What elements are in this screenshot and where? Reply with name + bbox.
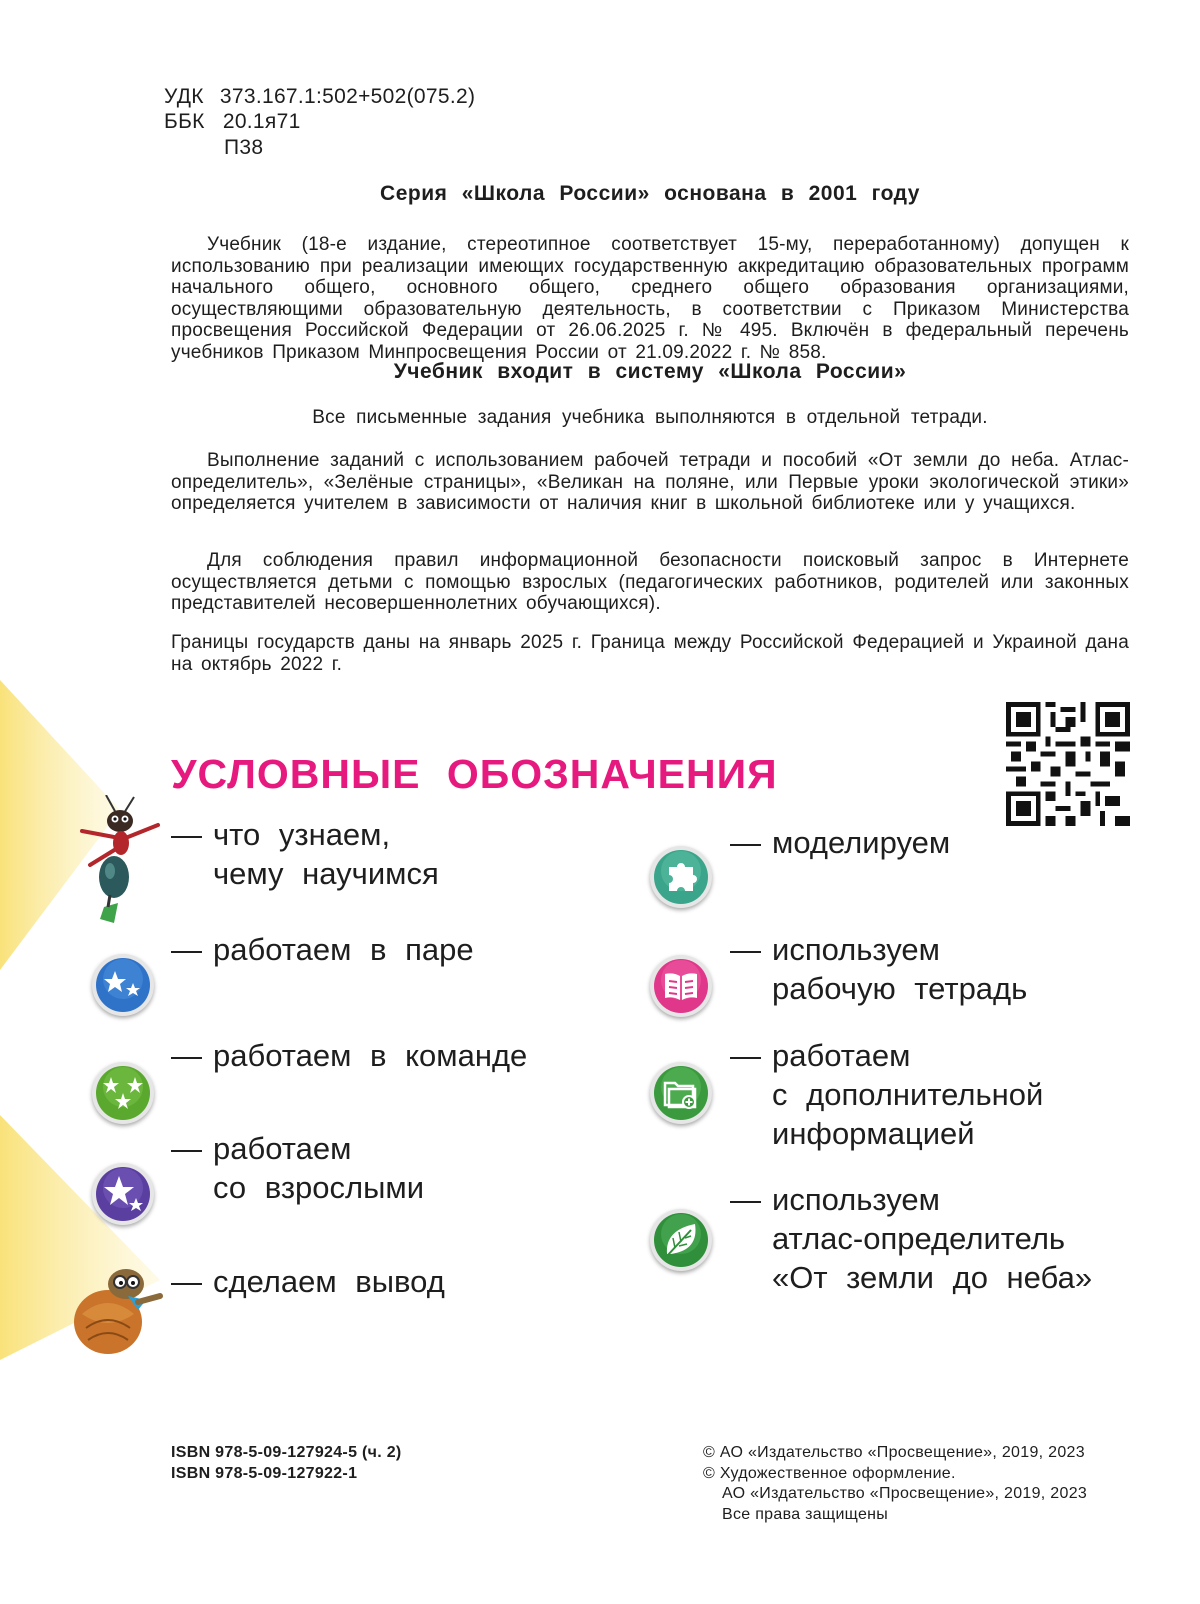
team-stars-icon: [92, 1062, 154, 1124]
borders-text: Границы государств даны на январь 2025 г. Граница между Российской Федерацией и Украиной дана на октябрь 2022 г.: [171, 632, 1129, 675]
udk-line: [164, 84, 475, 110]
legend-item-atlas: [730, 1180, 1092, 1297]
legend-dash: —: [171, 1038, 202, 1073]
legend-additional-line2: с дополнительной: [772, 1077, 1044, 1112]
tasks-paragraph: [171, 450, 1129, 515]
legend-atlas-line3: «От земли до неба»: [772, 1260, 1093, 1295]
legend-dash: —: [171, 817, 202, 852]
udk-label: УДК: [164, 85, 204, 108]
adult-star-icon: [92, 1163, 154, 1225]
legend-dash: —: [730, 825, 761, 860]
puzzle-icon: [650, 846, 712, 908]
copyright-line-3: АО «Издательство «Просвещение», 2019, 2023: [722, 1485, 1088, 1502]
legend-atlas-line2: атлас-определитель: [772, 1221, 1066, 1256]
legend-item-pair: [171, 930, 474, 969]
legend-item-workbook: [730, 930, 1027, 1008]
copyright-line-4: Все права защищены: [722, 1505, 889, 1523]
turtle-icon: [68, 1262, 168, 1360]
internet-text: Для соблюдения правил информационной безопасности поисковый запрос в Интернете осуществляется детьми с помощью взрослых (педагогических работников, родителей или законных представителей несовершеннолетних обучающихся).: [171, 550, 1129, 614]
copyright-line-2: © Художественное оформление.: [703, 1464, 956, 1482]
copyright-line-1: © АО «Издательство «Просвещение», 2019, 2023: [703, 1444, 1085, 1461]
legend-item-conclusion: [171, 1262, 445, 1301]
legend-dash: —: [730, 1182, 761, 1217]
legend-dash: —: [730, 932, 761, 967]
leaf-icon: [650, 1209, 712, 1271]
legend-adult-line1: работаем: [213, 1131, 352, 1166]
internet-paragraph: [171, 550, 1129, 615]
folder-plus-icon: [650, 1062, 712, 1124]
isbn-line-1: ISBN 978-5-09-127924-5 (ч. 2): [171, 1444, 402, 1461]
author-code: П38: [224, 136, 264, 159]
bbk-value: 20.1я71: [222, 110, 301, 133]
legend-title: УСЛОВНЫЕ ОБОЗНАЧЕНИЯ: [171, 751, 778, 797]
legend-pair-line1: работаем в паре: [213, 932, 474, 967]
workbook-icon: [650, 955, 712, 1017]
legend-team-line1: работаем в команде: [213, 1038, 528, 1073]
copyright-block: [703, 1443, 1135, 1525]
system-line: Учебник входит в систему «Школа России»: [393, 360, 907, 383]
series-line: Серия «Школа России» основана в 2001 году: [380, 182, 920, 205]
legend-workbook-line1: используем: [772, 932, 940, 967]
legend-dash: —: [171, 1131, 202, 1166]
legend-workbook-line2: рабочую тетрадь: [772, 971, 1028, 1006]
legend-atlas-line1: используем: [772, 1182, 940, 1217]
legend-model-line1: моделируем: [772, 825, 951, 860]
tasks-text: Выполнение заданий с использованием рабочей тетради и пособий «От земли до неба. Атлас-определитель», «Зелёные страницы», «Великан на поляне, или Первые уроки экологической этики» определяется учителем в зависимости от наличия книг в школьной библиотеке или у учащихся.: [171, 450, 1129, 514]
isbn-block: [171, 1443, 402, 1484]
bbk-label: ББК: [164, 110, 205, 133]
legend-adult-line2: со взрослыми: [213, 1170, 425, 1205]
qr-code[interactable]: [1006, 702, 1130, 826]
legend-additional-line1: работаем: [772, 1038, 911, 1073]
workbook-line: Все письменные задания учебника выполняются в отдельной тетради.: [312, 407, 988, 428]
pair-stars-icon: [92, 954, 154, 1016]
ant-icon: [74, 795, 166, 935]
legend-item-adult: [171, 1129, 424, 1207]
legend-dash: —: [171, 932, 202, 967]
legend-item-team: [171, 1036, 527, 1075]
bbk-line: [164, 109, 301, 135]
legend-dash: —: [730, 1038, 761, 1073]
legend-learn-line1: что узнаем,: [213, 817, 391, 852]
legend-item-additional: [730, 1036, 1043, 1153]
legend-learn-line2: чему научимся: [213, 856, 439, 891]
approval-text: Учебник (18-е издание, стереотипное соответствует 15-му, переработанному) допущен к использованию при реализации имеющих государственную аккредитацию образовательных программ начального общего, основного общего, среднего общего образования организациями, осуществляющими образовательную деятельность, в соответствии с Приказом Министерства просвещения Российской Федерации от 26.06.2025 г. № 495. Включён в федеральный перечень учебников Приказом Минпросвещения России от 21.09.2022 г. № 858.: [171, 234, 1129, 363]
legend-dash: —: [171, 1264, 202, 1299]
borders-paragraph: [171, 632, 1129, 675]
udk-value: 373.167.1:502+502(075.2): [219, 85, 476, 108]
legend-conclusion-line1: сделаем вывод: [213, 1264, 445, 1299]
isbn-line-2: ISBN 978-5-09-127922-1: [171, 1464, 358, 1482]
approval-paragraph: [171, 234, 1129, 363]
legend-item-model: [730, 823, 950, 862]
legend-item-learn: [171, 815, 439, 893]
legend-additional-line3: информацией: [772, 1116, 975, 1151]
